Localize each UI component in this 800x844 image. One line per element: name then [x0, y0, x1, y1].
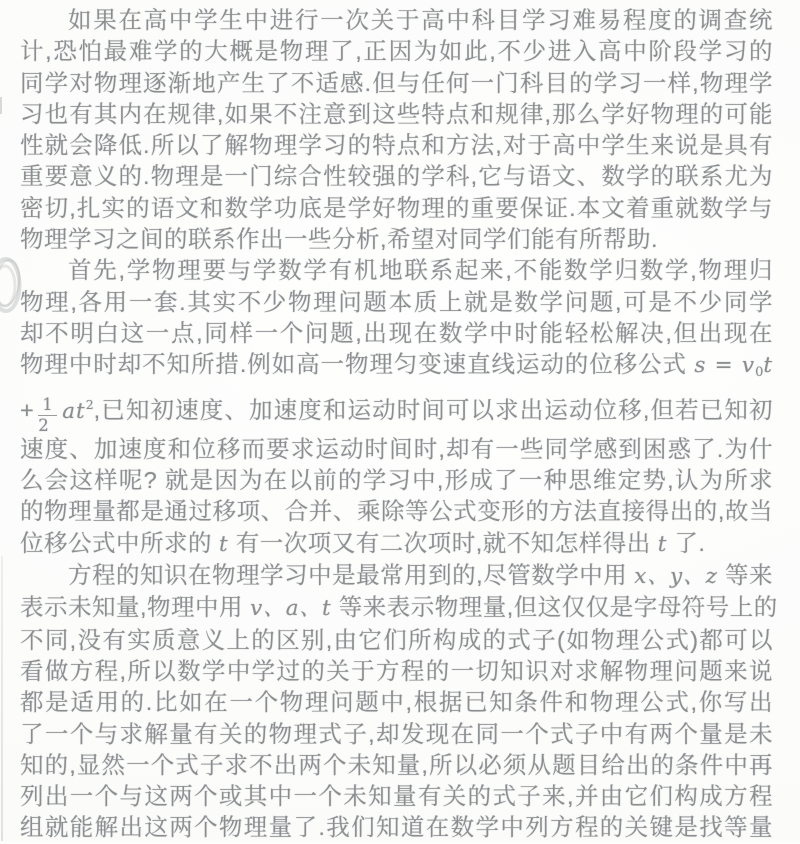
- text-line: [20, 750, 773, 781]
- math-run: 2: [85, 396, 94, 412]
- text-run: +: [20, 396, 35, 423]
- math-run: t: [219, 531, 229, 557]
- text-run: 同学对物理逐渐地产生了不适感.但与任何一门科目的学习一样,物理学: [20, 69, 773, 96]
- text-run: 等来: [717, 562, 773, 589]
- text-line: [20, 592, 778, 624]
- text-line: [20, 99, 773, 130]
- text-line: [20, 68, 773, 99]
- text-line: [20, 560, 773, 592]
- text-line: [20, 389, 773, 434]
- fraction-one-half: $\frac{1}{2}$: [38, 396, 57, 434]
- text-line: [20, 719, 773, 750]
- page-edge-line: [1, 556, 3, 841]
- text-line: [20, 193, 773, 224]
- math-run: t: [763, 353, 773, 379]
- text-run: 知的,显然一个式子求不出两个未知量,所以必须从题目给出的条件中再: [20, 751, 773, 778]
- text-run: 习也有其内在规律,如果不注意到这些特点和规律,那么学好物理的可能: [20, 100, 773, 127]
- text-run: 有一次项又有二次项时,就不知怎样得出: [228, 529, 658, 556]
- text-line: [20, 465, 773, 496]
- text-line: [20, 287, 773, 318]
- text-line: [20, 687, 773, 718]
- text-run: 组就能解出这两个物理量了.我们知道在数学中列方程的关键是找等量: [20, 814, 773, 841]
- text-line: [20, 812, 773, 843]
- math-run: at: [62, 398, 86, 424]
- text-run: 物理学习之间的联系作出一些分析,希望对同学们能有所帮助.: [20, 226, 659, 253]
- text-run: 如果在高中学生中进行一次关于高中科目学习难易程度的调查统: [68, 7, 773, 33]
- text-line: [20, 349, 773, 388]
- text-run: 位移公式中所求的: [20, 529, 220, 556]
- text-column: [20, 5, 778, 844]
- text-run: 的物理量都是通过移项、合并、乘除等公式变形的方法直接得出的,故当: [20, 498, 773, 525]
- text-run: 首先,学物理要与学数学有机地联系起来,不能数学归数学,物理归: [68, 257, 773, 284]
- text-run: 看做方程,所以数学中学过的关于方程的一切知识对求解物理问题来说: [20, 657, 773, 684]
- text-line: [20, 528, 773, 560]
- text-line: [20, 130, 773, 161]
- math-run: s = v: [694, 353, 756, 379]
- text-run: 等来表示物理量,但这仅仅是字母符号上的: [331, 594, 778, 621]
- text-line: [20, 224, 773, 255]
- text-line: [20, 434, 773, 465]
- text-line: [20, 5, 773, 36]
- text-run: 列出一个与这两个或其中一个未知量有关的式子来,并由它们构成方程: [20, 783, 773, 810]
- text-run: 不同,没有实质意义上的区别,由它们所构成的式子(如物理公式)都可以: [20, 626, 773, 653]
- text-run: 了.: [667, 529, 706, 556]
- text-line: [20, 36, 773, 67]
- text-run: 物理,各用一套.其实不少物理问题本质上就是数学问题,可是不少同学: [20, 288, 773, 315]
- text-run: 重要意义的.物理是一门综合性较强的学科,它与语文、数学的联系尤为: [20, 163, 773, 190]
- text-run: 计,恐怕最难学的大概是物理了,正因为如此,不少进入高中阶段学习的: [20, 38, 773, 65]
- math-run: t: [657, 531, 668, 557]
- text-line: [20, 656, 773, 687]
- text-run: 速度、加速度和位移而要求运动时间时,却有一些同学感到困惑了.为什: [20, 435, 773, 462]
- math-run: x、y、z: [634, 564, 718, 590]
- text-line: [20, 161, 773, 192]
- text-line: [20, 496, 773, 527]
- text-line: [20, 318, 773, 349]
- text-run: 方程的知识在物理学习中是最常用到的,尽管数学中用: [68, 562, 635, 589]
- text-line: [20, 625, 773, 656]
- math-run: 0: [755, 365, 764, 381]
- text-run: 表示未知量,物理中用: [20, 594, 251, 621]
- text-line: [20, 255, 773, 286]
- text-run: 物理中时却不知所措.例如高一物理匀变速直线运动的位移公式: [20, 351, 695, 378]
- math-run: v、a、t: [250, 596, 332, 622]
- text-run: 么会这样呢? 就是因为在以前的学习中,形成了一种思维定势,认为所求: [20, 467, 773, 494]
- text-line: [20, 781, 773, 812]
- text-run: 却不明白这一点,同样一个问题,出现在数学中时能轻松解决,但出现在: [20, 319, 773, 346]
- text-run: 密切,扎实的语文和数学功底是学好物理的重要保证.本文着重就数学与: [20, 194, 773, 221]
- page-edge-tick: [0, 97, 2, 114]
- text-run: 了一个与求解量有关的物理式子,却发现在同一个式子中有两个量是未: [20, 720, 773, 747]
- text-run: 性就会降低.所以了解物理学习的特点和方法,对于高中学生来说是具有: [20, 132, 773, 159]
- text-run: 都是适用的.比如在一个物理问题中,根据已知条件和物理公式,你写出: [20, 689, 773, 716]
- text-run: ,已知初速度、加速度和运动时间可以求出运动位移,但若已知初: [93, 396, 773, 423]
